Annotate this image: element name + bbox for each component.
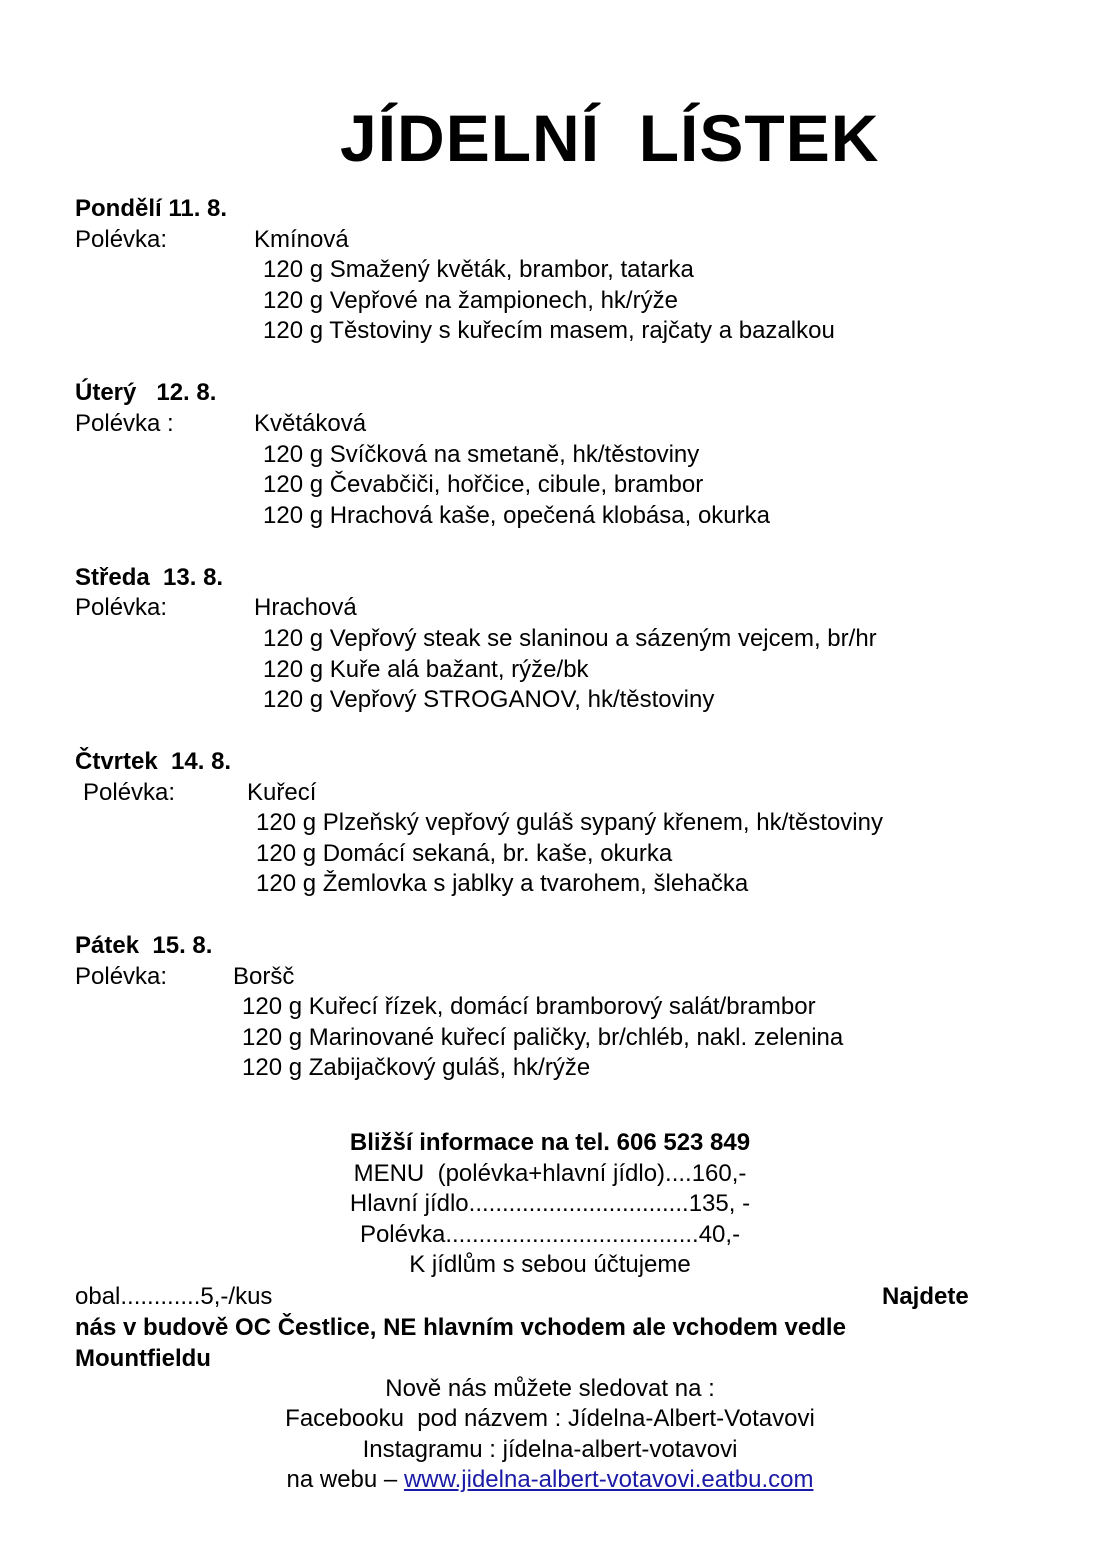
takeaway-note: K jídlům s sebou účtujeme <box>409 1251 691 1278</box>
meal-item: 120 g Vepřové na žampionech, hk/rýže <box>263 287 678 314</box>
soup-name: Květáková <box>254 410 367 437</box>
soup-label: Polévka: <box>75 226 168 253</box>
container-fee: obal............5,-/kus <box>75 1283 273 1310</box>
soup-name: Kmínová <box>254 226 349 253</box>
meal-item: 120 g Čevabčiči, hořčice, cibule, brambor <box>263 471 704 498</box>
website-link[interactable]: www.jidelna-albert-votavovi.eatbu.com <box>403 1466 814 1493</box>
day-heading: Úterý 12. 8. <box>75 379 217 406</box>
meal-item: 120 g Žemlovka s jablky a tvarohem, šlehačka <box>256 870 749 897</box>
day-heading: Středa 13. 8. <box>75 564 224 591</box>
location-text: Najdete <box>882 1283 969 1310</box>
meal-item: 120 g Kuřecí řízek, domácí bramborový salát/brambor <box>242 993 816 1020</box>
phone-line: Bližší informace na tel. 606 523 849 <box>349 1129 751 1156</box>
meal-item: 120 g Vepřový steak se slaninou a sázeným vejcem, br/hr <box>263 625 877 652</box>
meal-item: 120 g Hrachová kaše, opečená klobása, okurka <box>263 502 770 529</box>
meal-item: 120 g Těstoviny s kuřecím masem, rajčaty a bazalkou <box>263 317 835 344</box>
meal-item: 120 g Kuře alá bažant, rýže/bk <box>263 656 589 683</box>
web-info <box>0 1465 1100 1495</box>
soup-name: Hrachová <box>254 594 357 621</box>
follow-us: Nově nás můžete sledovat na : <box>385 1375 715 1402</box>
web-prefix: na webu – <box>286 1466 404 1493</box>
soup-label: Polévka: <box>75 594 168 621</box>
soup-name: Boršč <box>233 963 295 990</box>
soup-label: Polévka: <box>75 963 168 990</box>
location-text: nás v budově OC Čestlice, NE hlavním vchodem ale vchodem vedle <box>75 1314 846 1341</box>
menu-price: MENU (polévka+hlavní jídlo)....160,- <box>353 1160 747 1187</box>
facebook-info: Facebooku pod názvem : Jídelna-Albert-Votavovi <box>285 1405 815 1432</box>
soup-name: Kuřecí <box>247 779 317 806</box>
meal-item: 120 g Vepřový STROGANOV, hk/těstoviny <box>263 686 715 713</box>
location-text: Mountfieldu <box>75 1345 211 1372</box>
day-heading: Pondělí 11. 8. <box>75 195 228 222</box>
meal-item: 120 g Domácí sekaná, br. kaše, okurka <box>256 840 673 867</box>
soup-label: Polévka : <box>75 410 174 437</box>
soup-price: Polévka......................................40,- <box>359 1221 741 1248</box>
main-dish-price: Hlavní jídlo.................................135, - <box>349 1190 751 1217</box>
day-heading: Pátek 15. 8. <box>75 932 213 959</box>
soup-label: Polévka: <box>83 779 176 806</box>
meal-item: 120 g Smažený květák, brambor, tatarka <box>263 256 694 283</box>
day-heading: Čtvrtek 14. 8. <box>75 748 232 775</box>
instagram-info: Instagramu : jídelna-albert-votavovi <box>362 1436 738 1463</box>
page-title: JÍDELNÍ LÍSTEK <box>340 101 880 175</box>
meal-item: 120 g Zabijačkový guláš, hk/rýže <box>242 1054 591 1081</box>
meal-item: 120 g Svíčková na smetaně, hk/těstoviny <box>263 441 700 468</box>
meal-item: 120 g Plzeňský vepřový guláš sypaný křenem, hk/těstoviny <box>256 809 883 836</box>
meal-item: 120 g Marinované kuřecí paličky, br/chléb, nakl. zelenina <box>242 1024 844 1051</box>
